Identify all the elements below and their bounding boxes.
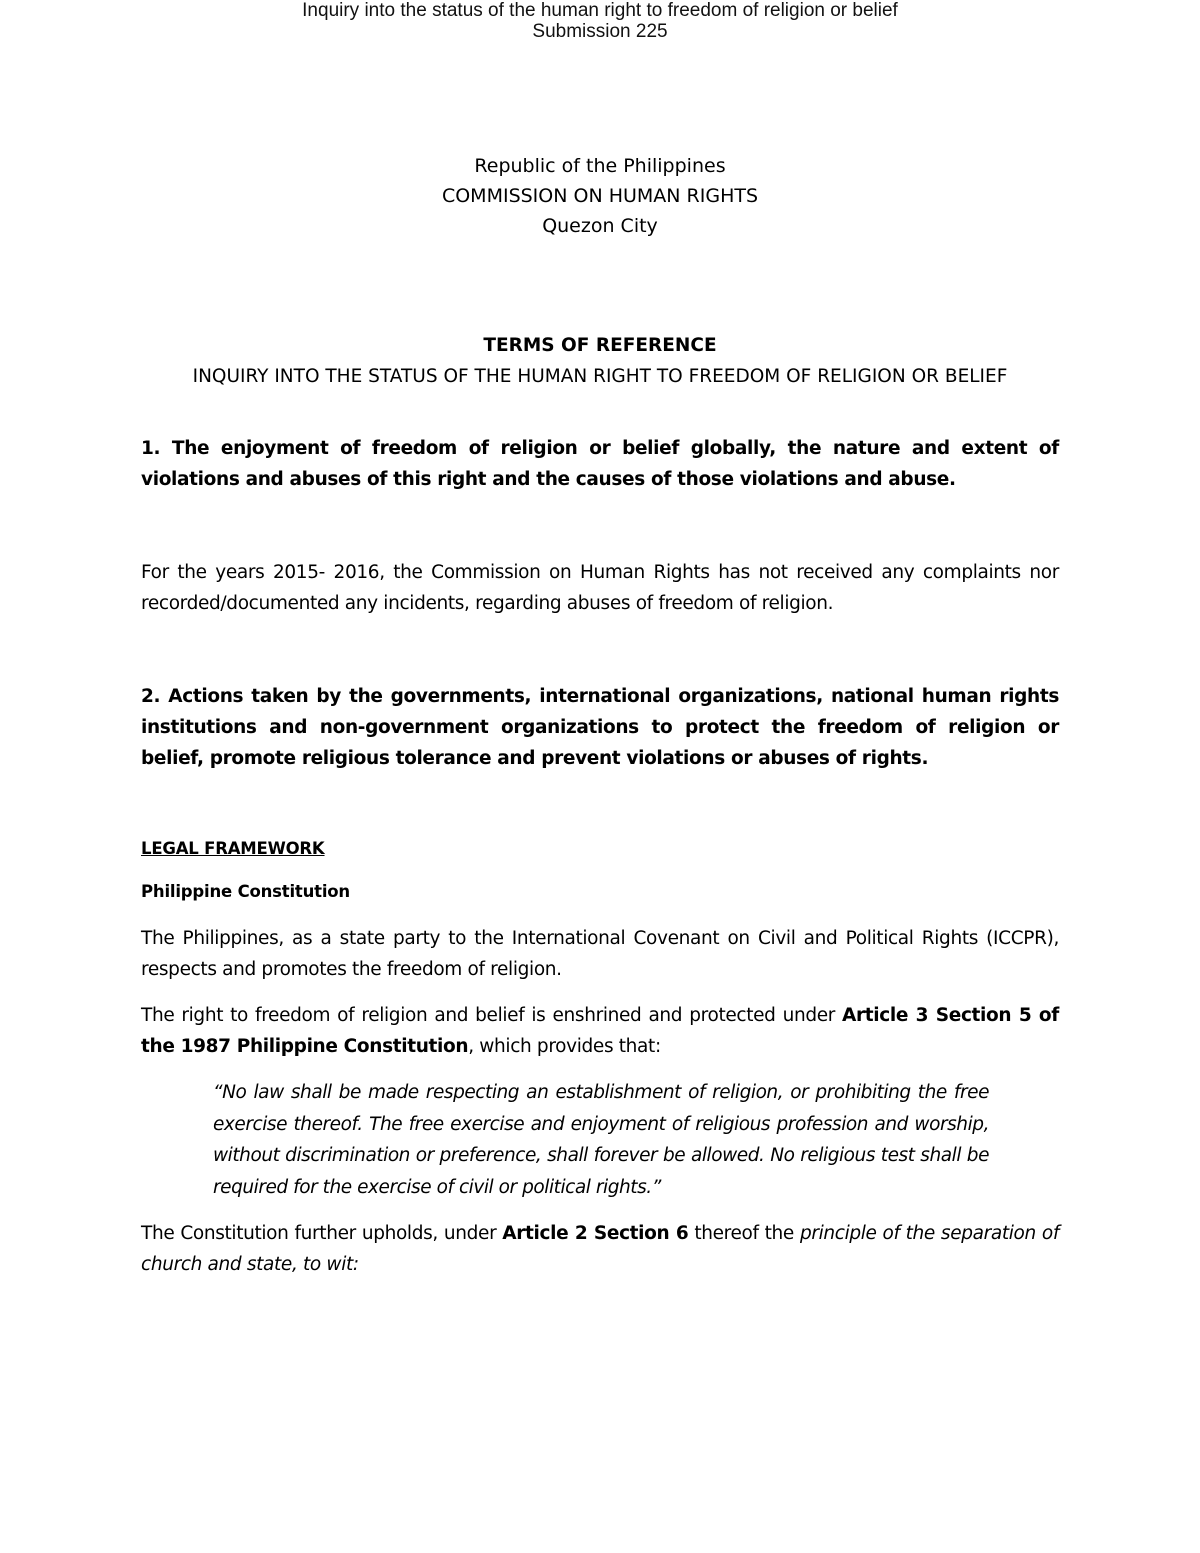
article-3-text-start: The right to freedom of religion and belief is enshrined and protected under <box>141 1005 843 1026</box>
letterhead-country: Republic of the Philippines <box>474 155 726 177</box>
header-submission-number: Submission 225 <box>532 21 668 42</box>
legal-framework-heading: LEGAL FRAMEWORK <box>141 839 325 858</box>
philippine-constitution-subheading: Philippine Constitution <box>141 882 350 901</box>
terms-of-reference-heading: TERMS OF REFERENCE <box>483 335 717 356</box>
header-inquiry-title: Inquiry into the status of the human right to freedom of religion or belief <box>302 0 898 21</box>
section-2-heading: 2. Actions taken by the governments, international organizations, national human rights institutions and non-government organizations to protect the freedom of religion or belief, promote religious tolerance and prevent violations or abuses of rights. <box>141 686 1059 769</box>
inquiry-subtitle: INQUIRY INTO THE STATUS OF THE HUMAN RIGHT TO FREEDOM OF RELIGION OR BELIEF <box>192 366 1008 387</box>
article-2-paragraph <box>141 1218 1059 1280</box>
article-3-paragraph <box>141 1000 1059 1062</box>
letterhead-city: Quezon City <box>542 215 658 237</box>
article-2-text-mid: thereof the <box>688 1223 800 1244</box>
letterhead <box>0 151 1200 241</box>
article-3-citation: Article 3 Section 5 of the 1987 Philippine Constitution <box>141 1005 1059 1057</box>
iccpr-paragraph: The Philippines, as a state party to the International Covenant on Civil and Political Rights (ICCPR), respects and promotes the freedom of religion. <box>141 928 1059 980</box>
section-1-heading: 1. The enjoyment of freedom of religion or belief globally, the nature and extent of violations and abuses of this right and the causes of those violations and abuse. <box>141 438 1059 490</box>
letterhead-agency: COMMISSION ON HUMAN RIGHTS <box>441 185 759 207</box>
article-3-text-end: , which provides that: <box>468 1036 661 1057</box>
article-2-citation: Article 2 Section 6 <box>502 1223 689 1244</box>
constitution-quote: “No law shall be made respecting an establishment of religion, or prohibiting the free exercise thereof. The free exercise and enjoyment of religious profession and worship, without discrimination or preference, shall forever be allowed. No religious test shall be required for the exercise of civil or political rights.” <box>213 1082 989 1198</box>
document-title <box>0 330 1200 392</box>
article-2-text-start: The Constitution further upholds, under <box>141 1223 503 1244</box>
section-1-body: For the years 2015- 2016, the Commission on Human Rights has not received any complaints nor recorded/documented any incidents, regarding abuses of freedom of religion. <box>141 562 1059 614</box>
separation-principle-text: principle of the separation of church and state, to wit: <box>141 1223 1059 1275</box>
submission-header <box>0 0 1200 42</box>
